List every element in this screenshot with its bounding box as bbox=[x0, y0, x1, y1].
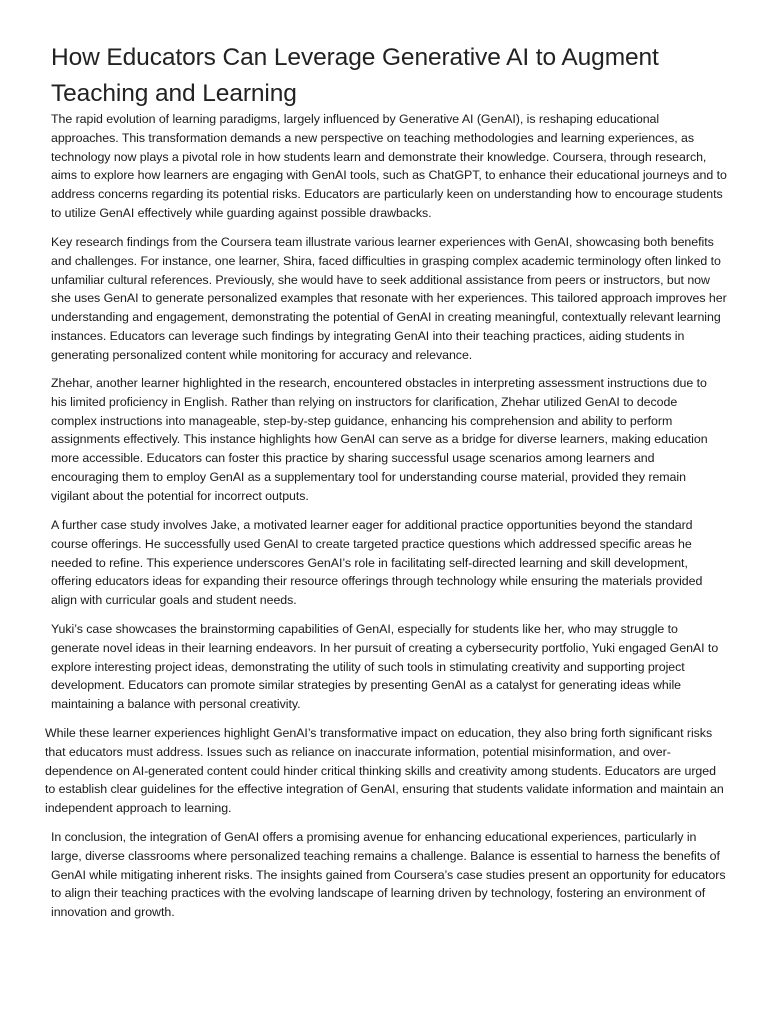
paragraph-jake-case: A further case study involves Jake, a motivated learner eager for additional practice opportunities beyond the standard course offerings. He successfully used GenAI to create targeted practice questions which addressed specific areas he needed to refine. This experience underscores GenAI’s role in facilitating self-directed learning and skill development, offering educators ideas for expanding their resource offerings through technology while ensuring the materials provided align with curricular goals and student needs. bbox=[51, 518, 703, 608]
paragraph-yuki-case: Yuki’s case showcases the brainstorming capabilities of GenAI, especially for students like her, who may struggle to generate novel ideas in their learning endeavors. In her pursuit of creating a cybersecurity portfolio, Yuki engaged GenAI to explore interesting project ideas, demonstrating the utility of such tools in stimulating creativity and supporting project development. Educators can promote similar strategies by presenting GenAI as a catalyst for generating ideas while maintaining a balance with personal creativity. bbox=[51, 622, 719, 712]
paragraph-introduction: The rapid evolution of learning paradigms, largely influenced by Generative AI (GenAI), is reshaping educational approaches. This transformation demands a new perspective on teaching methodologies and learning experiences, as technology now plays a pivotal role in how students learn and demonstrate their knowledge. Coursera, through research, aims to explore how learners are engaging with GenAI tools, such as ChatGPT, to enhance their educational journeys and to address concerns regarding its potential risks. Educators are particularly keen on understanding how to encourage students to utilize GenAI effectively while guarding against possible drawbacks. bbox=[51, 112, 727, 220]
paragraph-shira-case: Key research findings from the Coursera team illustrate various learner experiences with GenAI, showcasing both benefits and challenges. For instance, one learner, Shira, faced difficulties in grasping complex academic terminology often linked to unfamiliar cultural references. Previously, she would have to seek additional assistance from peers or instructors, but now she uses GenAI to generate personalized examples that resonate with her experiences. This tailored approach improves her understanding and engagement, demonstrating the potential of GenAI in creating meaningful, contextually relevant learning instances. Educators can leverage such findings by integrating GenAI into their teaching practices, aiding students in generating personalized content while monitoring for accuracy and relevance. bbox=[51, 235, 727, 362]
article-title: How Educators Can Leverage Generative AI to Augment Teaching and Learning bbox=[51, 44, 659, 107]
paragraph-conclusion: In conclusion, the integration of GenAI offers a promising avenue for enhancing educational experiences, particularly in large, diverse classrooms where personalized teaching remains a challenge. Balance is essential to harness the benefits of GenAI while mitigating inherent risks. The insights gained from Coursera’s case studies present an opportunity for educators to align their teaching practices with the evolving landscape of learning driven by technology, fostering an environment of innovation and growth. bbox=[51, 830, 726, 920]
paragraph-risks: While these learner experiences highlight GenAI’s transformative impact on education, they also bring forth significant risks that educators must address. Issues such as reliance on inaccurate information, potential misinformation, and over-dependence on AI-generated content could hinder critical thinking skills and creativity among students. Educators are urged to establish clear guidelines for the effective integration of GenAI, ensuring that students validate information and maintain an independent approach to learning. bbox=[45, 726, 724, 816]
paragraph-zhehar-case: Zhehar, another learner highlighted in the research, encountered obstacles in interpreting assessment instructions due to his limited proficiency in English. Rather than relying on instructors for clarification, Zhehar utilized GenAI to decode complex instructions into manageable, step-by-step guidance, enhancing his comprehension and ability to perform assignments effectively. This instance highlights how GenAI can serve as a bridge for diverse learners, making education more accessible. Educators can foster this practice by sharing successful usage scenarios among learners and encouraging them to employ GenAI as a supplementary tool for understanding course material, provided they remain vigilant about the potential for incorrect outputs. bbox=[51, 376, 708, 503]
